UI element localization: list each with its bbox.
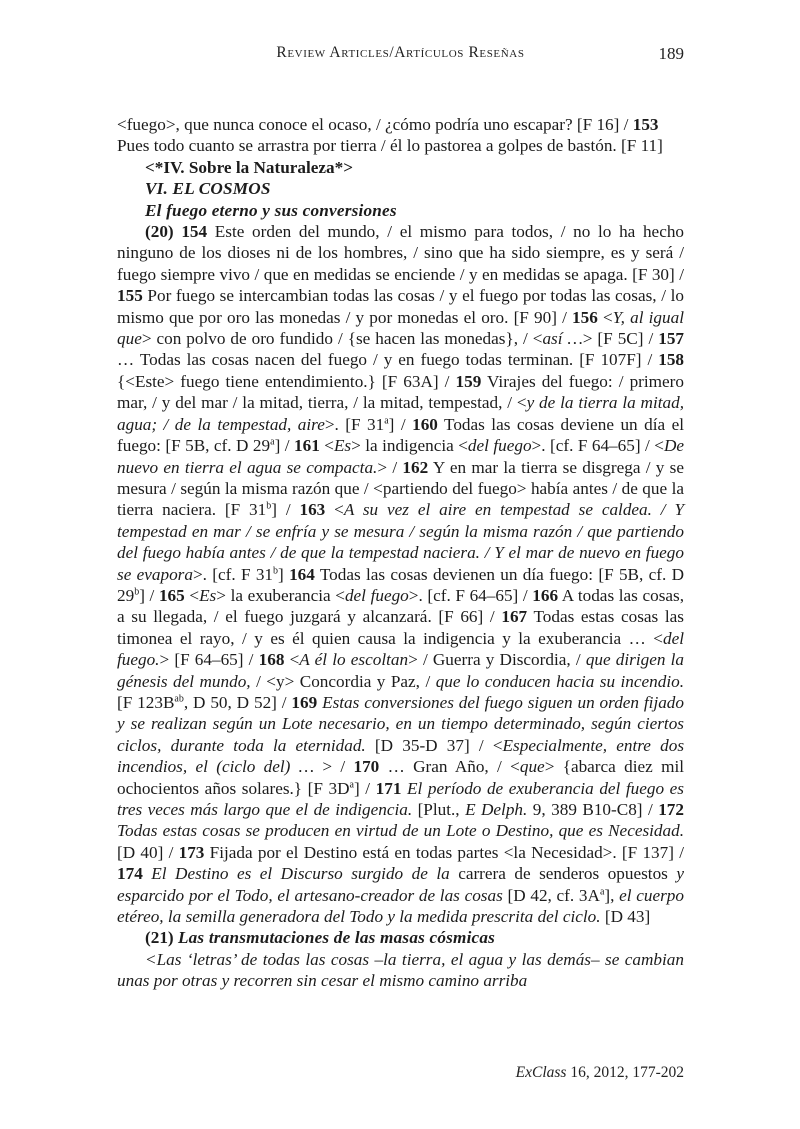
heading-transmutaciones: (21) Las transmutaciones de las masas cósmicas: [145, 928, 496, 948]
heading-cosmos: VI. EL COSMOS: [145, 179, 271, 199]
paragraph-continued: <fuego>, que nunca conoce el ocaso, / ¿cómo podría uno escapar? [F 16] / 153: [117, 115, 659, 134]
heading-fuego-eterno: El fuego eterno y sus conversiones: [145, 200, 397, 220]
footer-citation: ExClass 16, 2012, 177-202: [515, 1064, 684, 1081]
paragraph-line: Pues todo cuanto se arrastra por tierra / él lo pastorea a golpes de bastón. [F 11]: [117, 136, 663, 156]
main-text: [117, 114, 684, 992]
heading-iv: <*IV. Sobre la Naturaleza*>: [145, 157, 354, 177]
section-21-paragraph: <Las ‘letras’ de todas las cosas –la tierra, el agua y las demás– se cambian unas por otras y recorren sin cesar el mismo camino arriba: [117, 949, 684, 991]
section-20-paragraph: (20) 154 Este orden del mundo, / el mismo para todos, / no lo ha hecho ninguno de los dioses ni de los hombres, / sino que ha sido siempre, es y será / fuego siempre vivo / que en medidas se enciende / y en medidas se apaga. [F 30] / 155 Por fuego se intercambian todas las cosas / y el fuego por todas las cosas, / lo mismo que por oro las monedas / y por monedas el oro. [F 90] / 156 <Y, al igual que> con polvo de oro fundido / {se hacen las monedas}, / <así …> [F 5C] / 157 … Todas las cosas nacen del fuego / y en fuego todas terminan. [F 107F] / 158 {<Este> fuego tiene entendimiento.} [F 63A] / 159 Virajes del fuego: / primero mar, / y del mar / la mitad, tierra, / la mitad, tempestad, / <y de la tierra la mitad, agua; / de la tempestad, aire>. [F 31$^a$] / 160 Todas las cosas deviene un día el fuego: [F 5B, cf. D 29$^a$] / 161 <Es> la indigencia <del fuego>. [cf. F 64–65] / <De nuevo en tierra el agua se compacta.> / 162 Y en mar la tierra se disgrega / y se mesura / según la misma razón que / <partiendo del fuego> había antes / de que la tierra naciera. [F 31$^b$] / 163 <A su vez el aire en tempestad se caldea. / Y tempestad en mar / se enfría y se mesura / según la misma razón / que partiendo del fuego había antes / de que la tempestad naciera. / Y el mar de nuevo en fuego se evapora>. [cf. F 31$^b$] 164 Todas las cosas devienen un día fuego: [F 5B, cf. D 29$^b$] / 165 <Es> la exuberancia <del fuego>. [cf. F 64–65] / 166 A todas las cosas, a su llegada, / el fuego juzgará y alcanzará. [F 66] / 167 Todas estas cosas las timonea el rayo, / y es él quien causa la indigencia y la exuberancia … <del fuego.> [F 64–65] / 168 <A él lo escoltan> / Guerra y Discordia, / que dirigen la génesis del mundo, / <y> Concordia y Paz, / que lo conducen hacia su incendio. [F $123B^{ab}$, D 50, D 52] / 169 Estas conversiones del fuego siguen un orden fijado y se realizan según un Lote necesario, en un tiempo determinado, según ciertos ciclos, durante toda la eternidad. [D 35-D 37] / <Especialmente, entre dos incendios, el (ciclo del) … > / 170 … Gran Año, / <que> {abarca diez mil ochocientos años solares.} [F $3D^a] / 171$ El período de exuberancia del fuego es tres veces más largo que el de indigencia. [Plut., E Delph. 9, 389 B10-C8] / 172 Todas estas cosas se producen en virtud de un Lote o Destino, que es Necesidad. [D 40] / 173 Fijada por el Destino está en todas partes <la Necesidad>. [F 137] / 174 El Destino es el Discurso surgido de la carrera de senderos opuestos y esparcido por el Todo, el artesano-creador de las cosas [D 42, cf. $3A^a$], el cuerpo etéreo, la semilla generadora del Todo y la medida prescrita del ciclo. [D 43]: [117, 222, 685, 927]
page-number: 189: [658, 44, 684, 63]
running-header: [117, 44, 684, 68]
running-title: Review Articles/Artículos Reseñas: [276, 44, 525, 61]
